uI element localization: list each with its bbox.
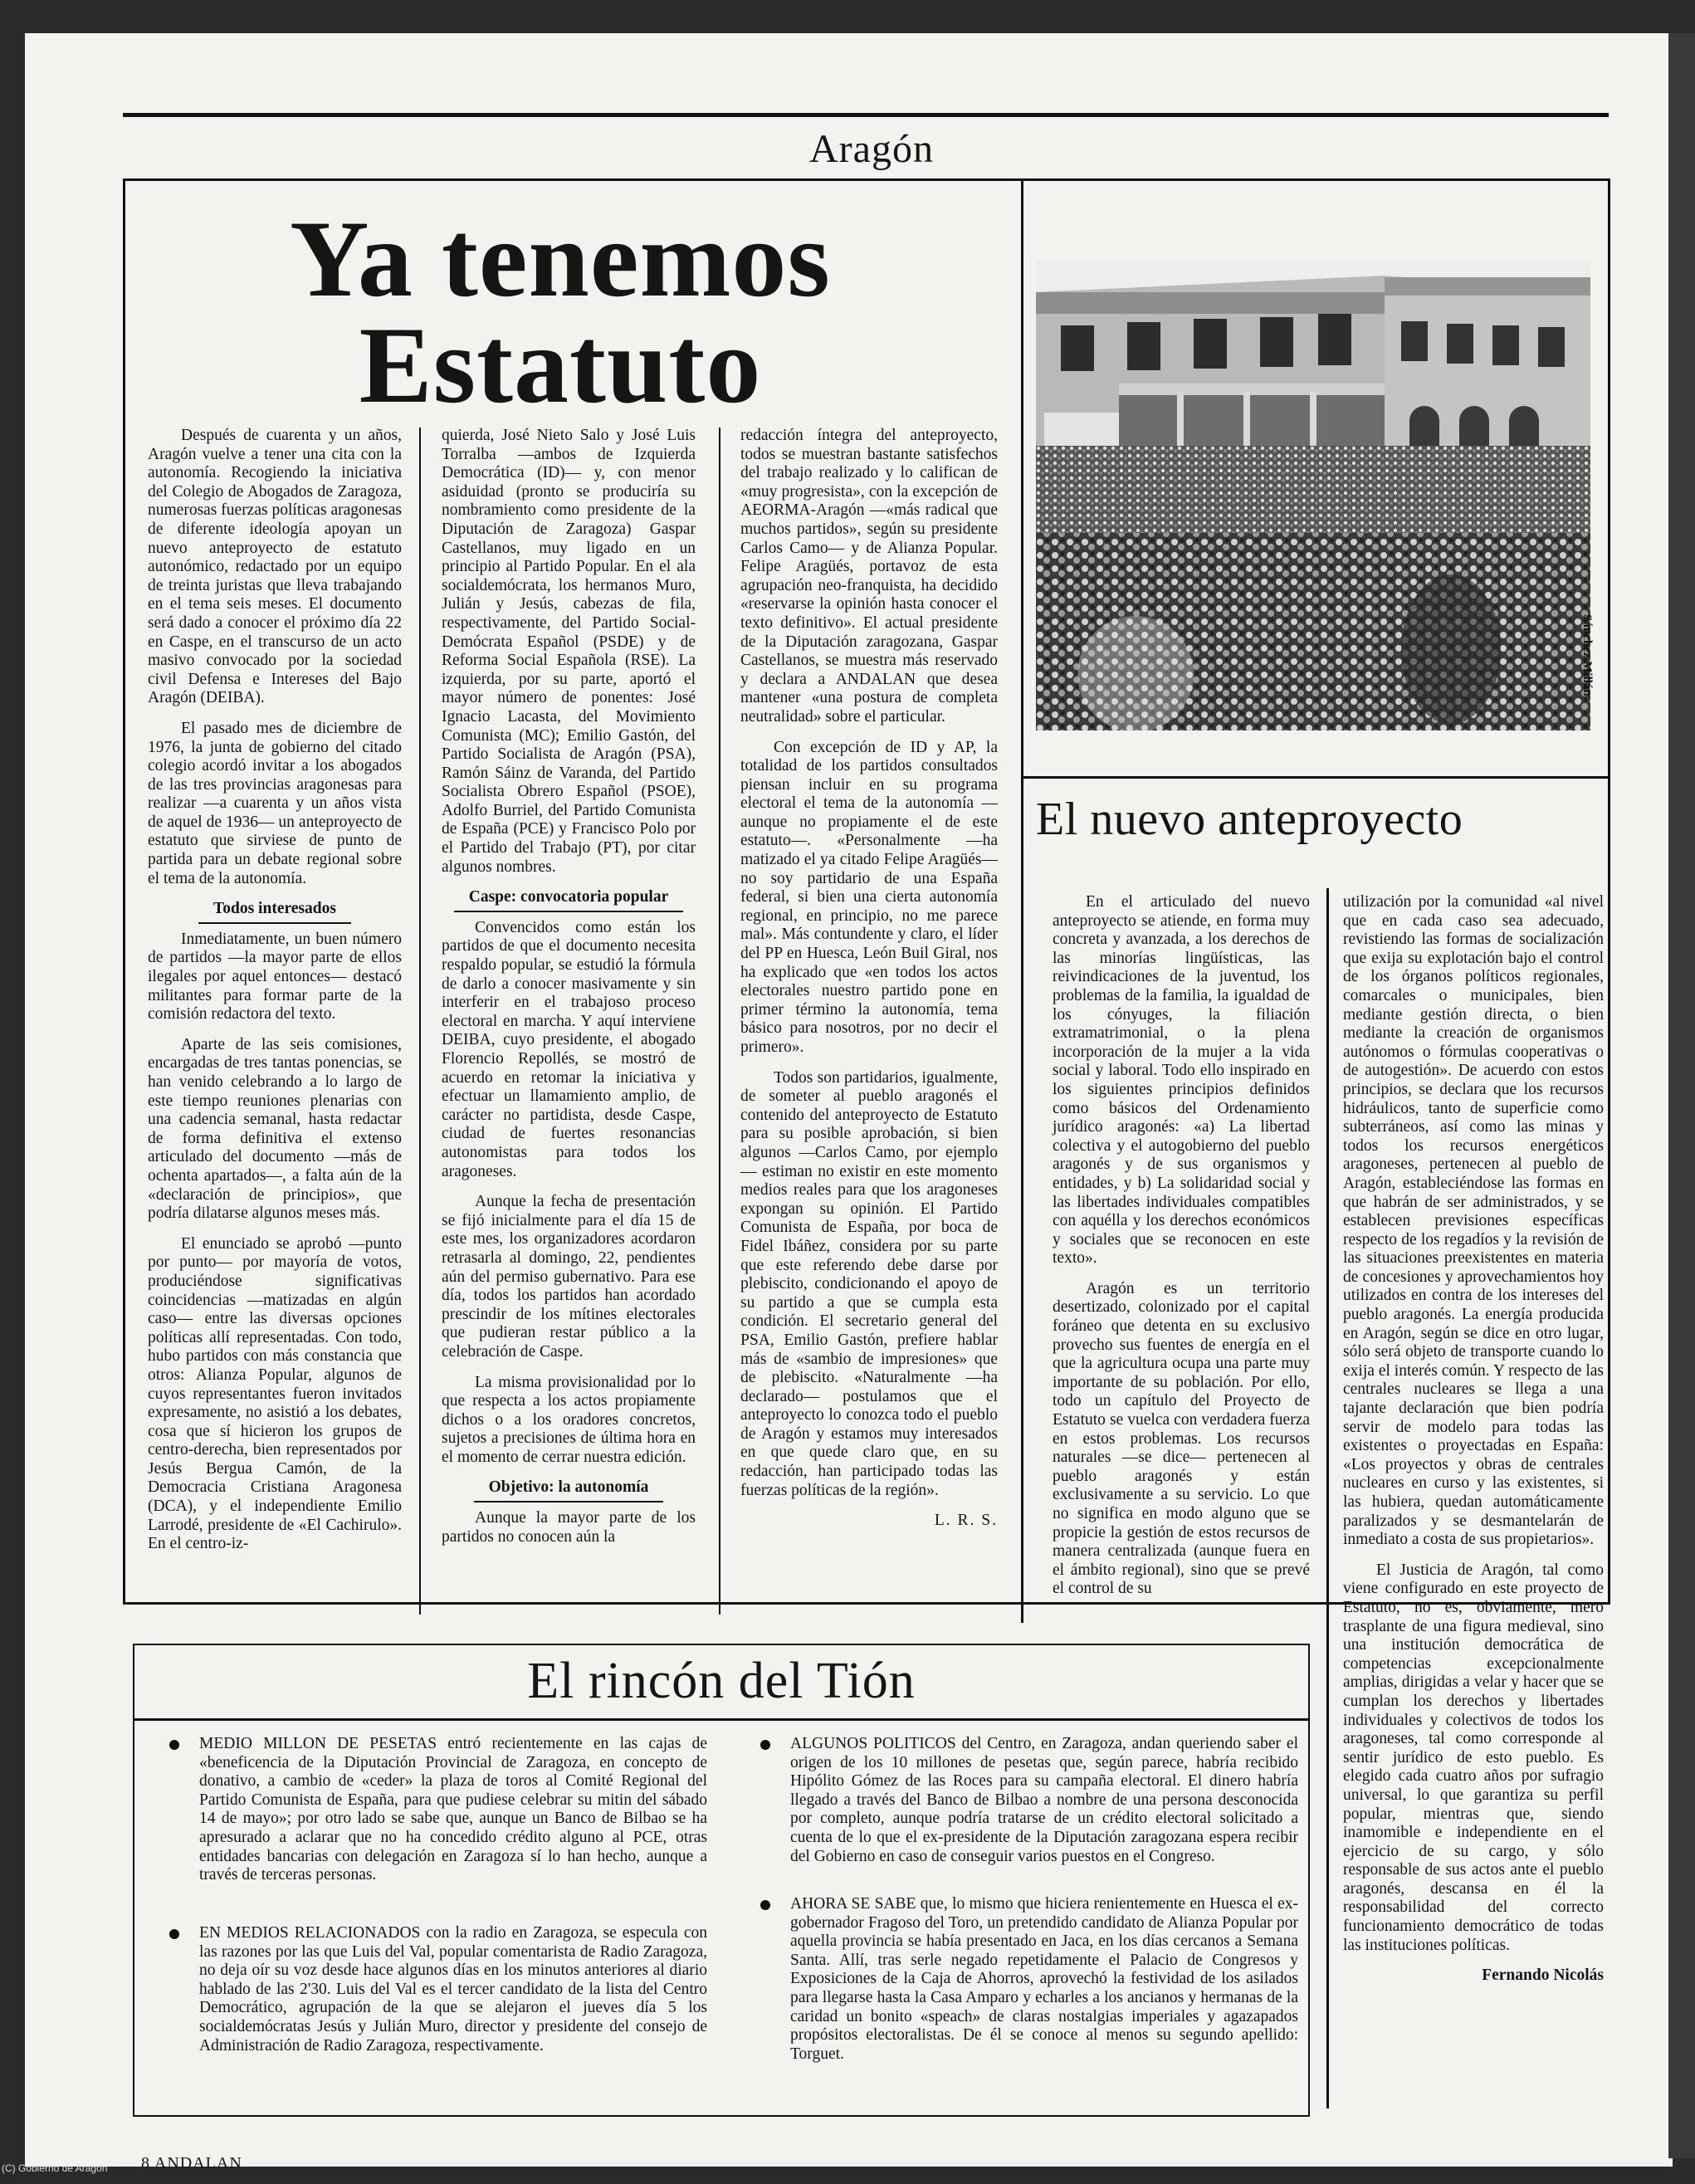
photo-image: [1036, 259, 1590, 730]
paragraph: El pasado mes de diciembre de 1976, la junta de gobierno del citado colegio acordó invitar a los abogados de las tres provincias aragonesas para realizar —a cuarenta y un años vista de aquel de 1936— un anteproyecto de estatuto que sirviese de punto de partida para un debate regional sobre el tema de la autonomía.: [148, 719, 402, 887]
headline-line-1: Ya tenemos: [290, 198, 831, 320]
article-column-4: [1053, 893, 1310, 1610]
paragraph: utilización por la comunidad «al nivel que en cada caso sea adecuado, revistiendo las formas de socialización que exija su explotación bajo el control de los órganos políticos regionales, comarcales o municipales, bien mediante gestión directa, o bien mediante la creación de organismos autónomos o fórmulas cooperativas o de autogestión». De acuerdo con estos principios, se declara que los recursos hidráulicos, tanto de superficie como subterráneos, así como las minas y todos los recursos energéticos aragoneses, pertenecen al pueblo de Aragón, estableciéndose las formas en que habrán de ser administrados, y se establecen previsiones específicas respecto de los regadíos y la revisión de las situaciones preexistentes en materia de concesiones y aprovechamientos hoy utilizados en contra de los intereses del pueblo aragonés. La energía producida en Aragón, según se dice en otro lugar, sólo será objeto de transporte cuando lo exija el interés común. Y respecto de las centrales nucleares se llega a una tajante declaración que bien podría servir de modelo para todas las existentes o proyectadas en España: «Los proyectos y obras de centrales nucleares en curso y las existentes, si las hubiera, quedan automáticamente paralizados y se desmantelarán de inmediato a costa de sus propietarios».: [1343, 893, 1604, 1549]
article-column-3: [740, 427, 998, 1531]
photo-bottom-rule: [1021, 776, 1610, 779]
paragraph: Inmediatamente, un buen número de partidos —la mayor parte de ellos ilegales por aquel entonces— destacó militantes para formar parte de la comisión redactora del texto.: [148, 930, 402, 1024]
article-column-5: [1343, 893, 1604, 1986]
subheading: Caspe: convocatoria popular: [442, 888, 696, 907]
paragraph: redacción íntegra del anteproyecto, todos se muestran bastante satisfechos del trabajo realizado y lo califican de «muy progresista», con la excepción de AEORMA-Aragón —«más radical que muchos partidos», según su presidente Carlos Camo— y de Alianza Popular. Felipe Aragüés, portavoz de esta agrupación neo-franquista, ha decidido «reservarse la opinión hasta conocer el texto definitivo». El actual presidente de la Diputación zaragozana, Gaspar Castellanos, se muestra más reservado y declara a ANDALAN que desea mantener «una postura de completa neutralidad» sobre el particular.: [740, 427, 998, 726]
author-name: Fernando Nicolás: [1482, 1967, 1604, 1985]
rincon-title: El rincón del Tión: [527, 1653, 916, 1709]
paragraph: Convencidos como están los partidos de que el documento necesita respaldo popular, se estudió la fórmula de darlo a conocer masivamente y sin interferir en el trabajoso proceso electoral en marcha. Y aquí interviene DEIBA, cuyo presidente, el abogado Florencio Repollés, se mostró de acuerdo en retomar la iniciativa y efectuar un llamamiento amplio, de carácter no partidista, desde Caspe, ciudad de fuertes resonancias autonomistas para todos los aragoneses.: [442, 918, 696, 1180]
paragraph: La misma provisionalidad por lo que respecta a los actos propiamente dichos o a los oradores concretos, sujetos a precisiones de última hora en el momento de cerrar nuestra edición.: [442, 1373, 696, 1466]
page-footer: 8 ANDALAN: [141, 2154, 242, 2172]
column-divider-2: [719, 428, 720, 1615]
bullet-icon: [760, 1900, 770, 1910]
crowd-photo: [1036, 259, 1590, 730]
subheading: Objetivo: la autonomía: [442, 1478, 696, 1498]
rincon-rule: [133, 1718, 1310, 1721]
copyright-watermark: (C) Gobierno de Aragón: [2, 2162, 108, 2174]
bullet-icon: [760, 1740, 770, 1750]
column-divider-1: [419, 428, 421, 1615]
column-divider-right: [1326, 888, 1329, 2108]
section-title: Aragón: [809, 127, 934, 171]
paragraph: Aparte de las seis comisiones, encargadas de tres tantas ponencias, se han venido celebrando a lo largo de este tiempo reuniones plenarias con una cadencia semanal, hasta redactar de forma definitiva el extenso articulado del documento —más de ochenta apartados—, a falta aún de la «declaración de principios», que podría dilatarse algunos meses más.: [148, 1035, 402, 1223]
article-column-1: [148, 427, 402, 1566]
paragraph: Aunque la fecha de presentación se fijó inicialmente para el día 15 de este mes, los organizadores acordaron retrasarla al domingo, 22, pendientes aún del permiso gubernativo. Para ese día, todos los partidos han acordado prescindir de los mítines electorales que pudieran restar público a la celebración de Caspe.: [442, 1193, 696, 1361]
rincon-item: AHORA SE SABE que, lo mismo que hiciera renientemente en Huesca el ex-gobernador Fragoso del Toro, un pretendido candidato de Alianza Popular por aquella provincia se había presentado en Jaca, en los días cercanos a Semana Santa. Allí, tras serle negado repetidamente el Palacio de Congresos y Exposiciones de la Caja de Ahorros, aprovechó la festividad de los asilados para llegarse hasta la Casa Amparo y echarles a los ancianos y hermanas de la caridad un bonito «speach» de claras nostalgias imperiales y agazapados propósitos electoralistas. De él se conoce al menos su segundo apellido: Torguet.: [790, 1895, 1298, 2064]
paragraph: Con excepción de ID y AP, la totalidad de los partidos consultados piensan incluir en su programa electoral el tema de la autonomía —aunque no propiamente el de este estatuto—. «Personalmente —ha matizado el ya citado Felipe Aragüés— no soy partidario de una España federal, si bien una cierta autonomía regional, en principio, no me parece mal». Más contundente y claro, el líder del PP en Huesca, León Buil Giral, nos ha explicado que «en todos los actos electorales nuestro partido pone en primer término la autonomía, tema básico para nosotros, por no decir el primero».: [740, 738, 998, 1056]
article-column-2: [442, 427, 696, 1558]
rincon-item: EN MEDIOS RELACIONADOS con la radio en Zaragoza, se especula con las razones por las que Luis del Val, popular comentarista de Radio Zaragoza, no deja oír su voz desde hace algunos días en los minutos anteriores al diario hablado de las 2'30. Luis del Val es el tercer candidato de la lista del Centro Democrático, agrupación de la que se alejaron el jueves día 5 los socialdemócratas Jesús y Julián Muro, director y presidente del consejo de Administración de Radio Zaragoza, respectivamente.: [199, 1924, 707, 2055]
rincon-item: MEDIO MILLON DE PESETAS entró recientemente en las cajas de «beneficencia de la Diputación Provincial de Zaragoza, en concepto de donativo, a cambio de «ceder» la plaza de toros al Comité Regional del Partido Comunista de España, para que pudiese celebrar su mitin del sábado 14 de mayo»; por otro lado se sabe que, aunque un Banco de Bilbao se ha apresurado a aclarar que no ha concedido crédito alguno al PCE, otras entidades bancarias con delegación en Zaragoza sí lo han hecho, aunque a través de terceras personas.: [199, 1735, 707, 1885]
paragraph: Aragón es un territorio desertizado, colonizado por el capital foráneo que detenta en su exclusivo provecho sus fuentes de energía en el que la agricultura ocupa una parte muy importante de su población. Por ello, todo un capítulo del Proyecto de Estatuto se vuelca con verdadera fuerza en estos problemas. Los recursos naturales —se dice— pertenecen al pueblo aragonés y están exclusivamente a su servicio. Lo que no significa en modo alguno que se propicie la gestión de estos recursos de manera centralizada (aunque fuera en el ámbito regional), sino que se prevé el control de su: [1053, 1279, 1310, 1598]
bullet-icon: [169, 1929, 179, 1939]
author-initials: L. R. S.: [934, 1512, 998, 1530]
column-divider-main: [1021, 178, 1023, 1623]
paragraph: Después de cuarenta y un años, Aragón vuelve a tener una cita con la autonomía. Recogiendo la iniciativa del Colegio de Abogados de Zaragoza, numerosas fuerzas políticas aragonesas de diferente ideología apoyan un nuevo anteproyecto de estatuto autonómico, redactado por un equipo de treinta juristas que lleva trabajando en el tema seis meses. El documento será dado a conocer el próximo día 22 en Caspe, en el transcurso de un acto masivo convocado por la sociedad civil Defensa e Intereses del Bajo Aragón (DEIBA).: [148, 427, 402, 707]
paragraph: En el articulado del nuevo anteproyecto se atiende, en forma muy concreta y avanzada, a los derechos de las minorías lingüísticas, las reivindicaciones de la juventud, los problemas de la familia, la igualdad de los cónyuges, la filiación extramatrimonial, o la plena incorporación de la mujer a la vida social y laboral. Todo ello inspirado en los siguientes principios definidos como básicos del Ordenamiento jurídico aragonés: «a) La libertad colectiva y el autogobierno del pueblo aragonés y de sus organismos y entidades, y b) La solidaridad social y las libertades individuales compatibles con aquélla y los derechos económicos y sociales que se reconocen en este texto».: [1053, 893, 1310, 1268]
bullet-icon: [169, 1740, 179, 1750]
rincon-item: ALGUNOS POLITICOS del Centro, en Zaragoza, andan queriendo saber el origen de los 10 millones de pesetas que, según parece, habría recibido Hipólito Gómez de las Roces para su campaña electoral. El dinero habría llegado a través del Banco de Bilbao a nombre de una persona desconocida por completo, aunque podría tratarse de un crédito electoral solicitado a cuenta de lo que el ex-presidente de la Diputación zaragozana espera recibir del Gobierno en caso de conseguir varios puestos en el Congreso.: [790, 1735, 1298, 1866]
page-edge: [1668, 33, 1695, 2158]
top-rule: [123, 113, 1609, 117]
paragraph: Todos son partidarios, igualmente, de someter al pueblo aragonés el contenido del anteproyecto de Estatuto para su posible aprobación, si bien algunos —Carlos Camo, por ejemplo— estiman no existir en este momento medios reales para que los aragoneses expongan su opinión. El Partido Comunista de España, por boca de Fidel Ibáñez, considera por su parte que este referendo debe darse por plebiscito, condicionando el apoyo de su partido a que se cumpla esta condición. El secretario general del PSA, Emilio Gastón, prefiere hablar más de «sambio de impresiones» que de plebiscito. «Naturalmente —ha declarado— postulamos que el anteproyecto lo conozca todo el pueblo de Aragón y estamos muy interesados en que quede claro que, en su redacción, han participado todas las fuerzas políticas de la región».: [740, 1068, 998, 1499]
headline: [133, 198, 988, 426]
subheading: Todos interesados: [148, 900, 402, 919]
paragraph: Aunque la mayor parte de los partidos no conocen aún la: [442, 1509, 696, 1546]
paragraph: El enunciado se aprobó —punto por punto— por mayoría de votos, produciéndose significativas coincidencias —matizadas en algún caso— entre las diversas opciones políticas allí representadas. Con todo, hubo partidos con más constancia que otros: Alianza Popular, algunos de cuyos representantes fueron invitados expresamente, no asistió a los debates, cosa que sí hicieron los grupos de centro-derecha, bien representados por Jesús Bergua Camón, de la Democracia Cristiana Aragonesa (DCA), y el independiente Emilio Larrodé, presidente de «El Cachirulo». En el centro-iz-: [148, 1234, 402, 1553]
paragraph: quierda, José Nieto Salo y José Luis Torralba —ambos de Izquierda Democrática (ID)— y, con menor asiduidad (pronto se produciría su nombramiento como presidente de la Diputación de Zaragoza) Gaspar Castellanos, muy ligado en un principio al Partido Popular. En el ala socialdemócrata, los hermanos Muro, Julián y Jesús, cabezas de fila, respectivamente, del Partido Social-Demócrata Español (PSDE) y de Reforma Social Española (RSE). La izquierda, por su parte, aportó el mayor número de ponentes: José Ignacio Lacasta, del Movimiento Comunista (MC); Emilio Gastón, del Partido Socialista de Aragón (PSA), Ramón Sáinz de Varanda, del Partido Socialista Obrero Español (PSOE), Adolfo Burriel, del Partido Comunista de España (PCE) y Francisco Polo por el Partido del Trabajo (PT), por citar algunos nombres.: [442, 427, 696, 876]
paragraph: El Justicia de Aragón, tal como viene configurado en este proyecto de Estatuto, no es, obviamente, mero trasplante de una figura medieval, sino una institución democrática de competencias excepcionalmente amplias, dirigidas a velar y hacer que se cumplan los derechos y libertades individuales y colectivos de todos los aragoneses, tal como corresponde al sentir jurídico de esto pueblo. Es elegido cada cuatro años por sufragio universal, lo que garantiza su perfil popular, mientras que, siendo inamomible e independiente en el ejercicio de su cargo, y sólo responsable de sus actos ante el pueblo aragonés, descansa en él la responsabilidad del correcto funcionamiento democrático de todas las instituciones políticas.: [1343, 1561, 1604, 1954]
subtitle-nuevo-anteproyecto: El nuevo anteproyecto: [1036, 794, 1463, 845]
photo-credit: Sánchez Millán: [1580, 614, 1594, 696]
headline-line-2: Estatuto: [359, 304, 762, 426]
